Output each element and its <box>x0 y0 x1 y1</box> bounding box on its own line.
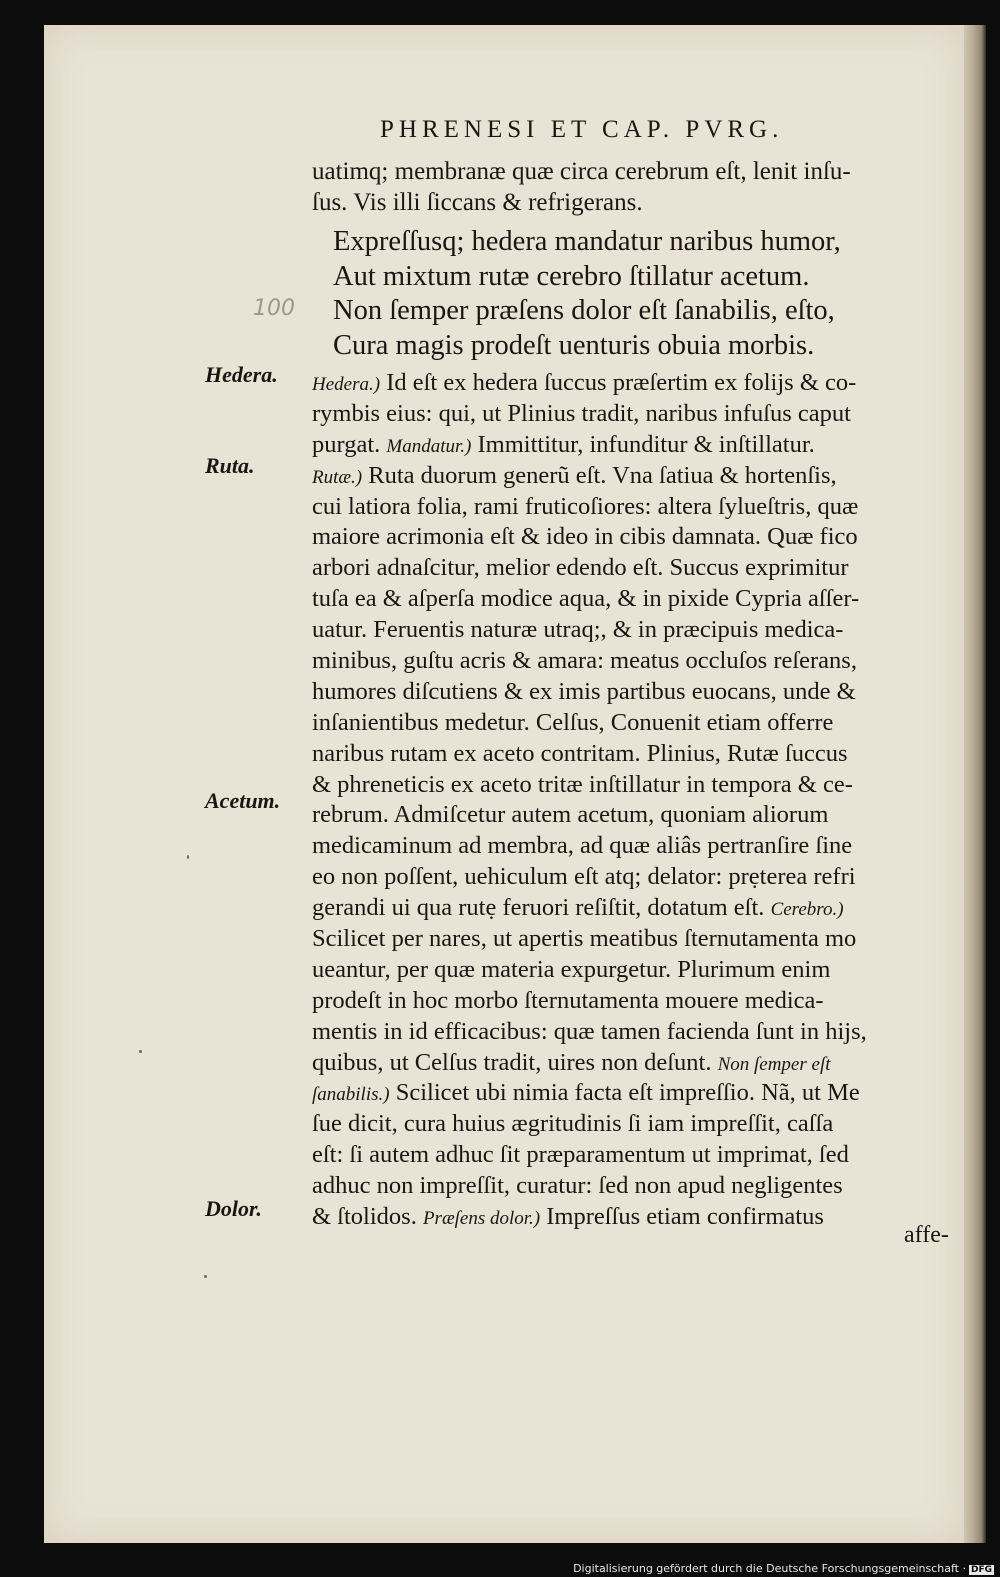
funding-credit-text: Digitalisierung gefördert durch die Deutsche Forschungsgemeinschaft · <box>573 1562 966 1575</box>
marginal-gloss-dolor: Dolor. <box>205 1196 262 1221</box>
verse-line: Non ſemper præſens dolor eſt ſanabilis, eſto, <box>333 295 835 326</box>
commentary-line: eſt: ſi autem adhuc ſit præparamentum ut imprimat, ſed <box>312 1141 849 1169</box>
marginal-gloss-ruta: Ruta. <box>205 453 255 478</box>
commentary-text <box>312 368 952 1233</box>
lemma: Præſens dolor.) <box>422 1208 541 1230</box>
intro-line: ſus. Vis illi ſiccans & refrigerans. <box>312 189 643 216</box>
verse-line: Aut mixtum rutæ cerebro ſtillatur acetum. <box>333 260 810 292</box>
verse-block <box>333 225 841 363</box>
commentary-line: humores diſcutiens & ex imis partibus euocans, unde & <box>312 677 856 705</box>
commentary-line: inſanientibus medetur. Celſus, Conuenit etiam offerre <box>312 708 834 736</box>
dfg-logo-icon: DFG <box>970 1565 992 1575</box>
commentary-line: ueantur, per quæ materia expurgetur. Plurimum enim <box>312 955 831 983</box>
lemma: ſanabilis.) <box>312 1084 390 1106</box>
paper-speck <box>139 1050 142 1053</box>
catchword: affe- <box>904 1222 949 1248</box>
marginal-gloss-hedera: Hedera. <box>205 362 278 387</box>
lemma: Hedera.) <box>312 374 381 395</box>
commentary-line: & ſtolidos. Præſens dolor.) Impreſſus etiam confirmatus <box>312 1203 824 1231</box>
commentary-line: prodeſt in hoc morbo ſternutamenta mouere medica- <box>312 986 824 1014</box>
commentary-line: naribus rutam ex aceto contritam. Plinius, Rutæ ſuccus <box>312 739 848 767</box>
page-edge <box>964 25 986 1543</box>
commentary-line: Scilicet per nares, ut apertis meatibus ſternutamenta mo <box>312 925 857 953</box>
commentary-line: maiore acrimonia eſt & ideo in cibis damnata. Quæ fico <box>312 523 858 551</box>
commentary-line: mentis in id efficacibus: quæ tamen facienda ſunt in hijs, <box>312 1017 867 1045</box>
commentary-line: arbori adnaſcitur, melior edendo eſt. Succus exprimitur <box>312 554 849 582</box>
paper-speck <box>204 1275 207 1278</box>
commentary-line: medicaminum ad membra, ad quæ aliâs pertranſire ſine <box>312 832 853 860</box>
commentary-line: quibus, ut Celſus tradit, uires non deſunt. Non ſemper eſt <box>312 1048 831 1076</box>
commentary-line: & phreneticis ex aceto tritæ inſtillatur in tempora & ce- <box>312 770 853 798</box>
commentary-line: tuſa ea & aſperſa modice aqua, & in pixide Cypria aſſer- <box>312 585 860 613</box>
running-head: PHRENESI ET CAP. PVRG. <box>380 116 784 143</box>
commentary-line: Rutæ.) Ruta duorum generũ eſt. Vna ſatiua & hortenſis, <box>312 461 837 489</box>
intro-text <box>312 156 952 218</box>
marginal-gloss-acetum: Acetum. <box>205 788 281 813</box>
commentary-line: rebrum. Admiſcetur autem acetum, quoniam aliorum <box>312 801 829 829</box>
commentary-line: cui latiora folia, rami fruticoſiores: altera ſylueſtris, quæ <box>312 492 859 520</box>
verse-line: Cura magis prodeſt uenturis obuia morbis. <box>333 329 815 361</box>
commentary-line: purgat. Mandatur.) Immittitur, infunditur & inſtillatur. <box>312 430 815 458</box>
intro-line: uatimq; membranæ quæ circa cerebrum eſt, lenit inſu- <box>312 158 851 185</box>
commentary-line: adhuc non impreſſit, curatur: ſed non apud negligentes <box>312 1172 843 1200</box>
commentary-line: uatur. Feruentis naturæ utraq;, & in præcipuis medica- <box>312 616 844 644</box>
commentary-line: gerandi ui qua rutẹ feruori reſiſtit, dotatum eſt. Cerebro.) <box>312 894 844 922</box>
lemma: Cerebro.) <box>770 899 844 921</box>
commentary-line: minibus, guſtu acris & amara: meatus occluſos reſerans, <box>312 647 857 675</box>
commentary-line: ſue dicit, cura huius ægritudinis ſi iam impreſſit, caſſa <box>312 1110 834 1138</box>
verse-line: Expreſſusq; hedera mandatur naribus humor, <box>333 226 841 257</box>
lemma: Mandatur.) <box>386 435 472 457</box>
lemma: Non ſemper eſt <box>717 1053 831 1075</box>
commentary-line: ſanabilis.) Scilicet ubi nimia facta eſt impreſſio. Nã, ut Me <box>312 1079 860 1107</box>
commentary-line: rymbis eius: qui, ut Plinius tradit, naribus infuſus caput <box>312 399 851 427</box>
handwritten-folio-number: 100 <box>253 296 295 321</box>
paper-speck <box>187 855 189 859</box>
commentary-line: eo non poſſent, uehiculum eſt atq; delator: prẹterea refri <box>312 863 856 891</box>
commentary-line: Hedera.) Id eſt ex hedera ſuccus præſertim ex folijs & co- <box>312 369 857 396</box>
funding-credit <box>573 1562 994 1575</box>
lemma: Rutæ.) <box>312 466 363 488</box>
